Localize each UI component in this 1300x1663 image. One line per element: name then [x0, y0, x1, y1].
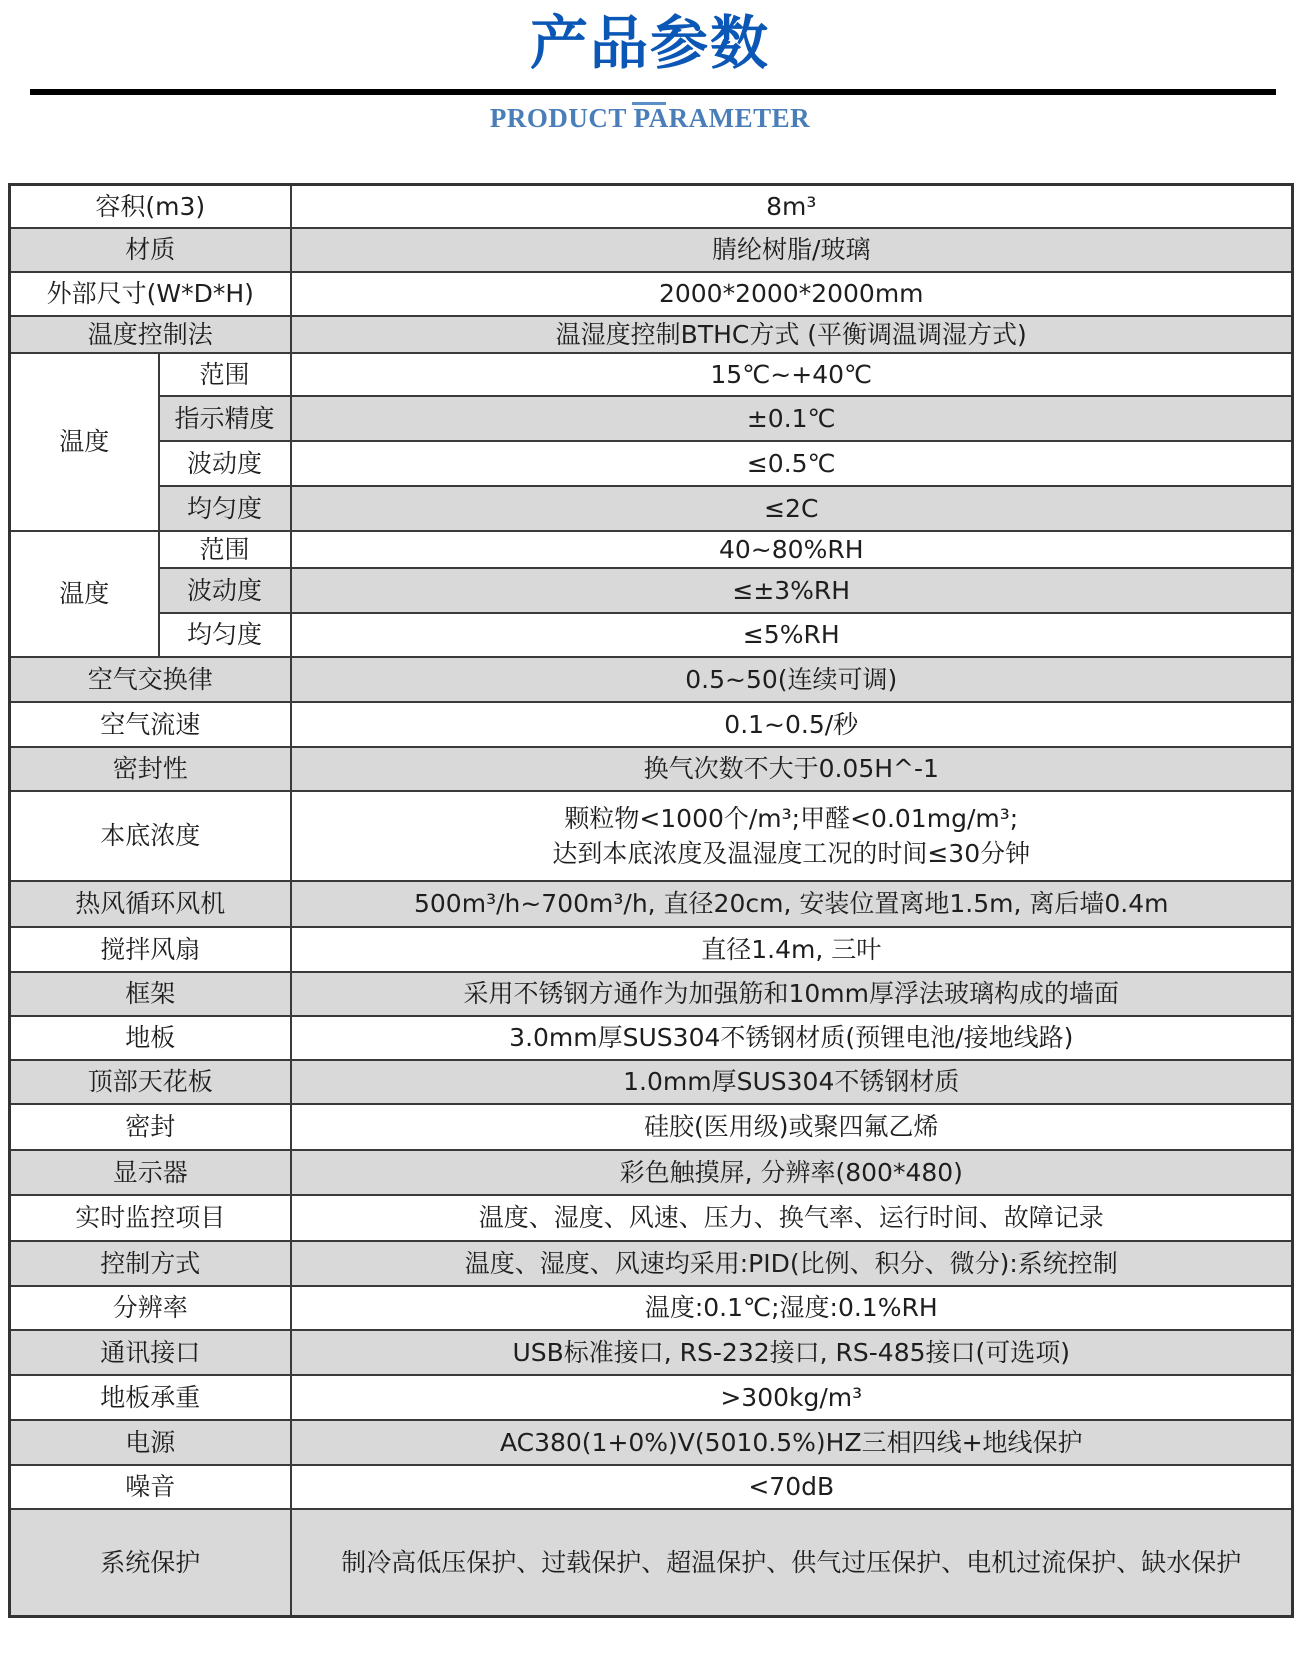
table-row [10, 1060, 1293, 1104]
param-label: 空气交换律 [10, 657, 291, 702]
table-row [10, 568, 1293, 613]
table-row [10, 353, 1293, 396]
group-label-temperature: 温度 [10, 353, 159, 531]
param-label: 材质 [10, 228, 291, 272]
group-label-humidity: 温度 [10, 531, 159, 657]
param-value: 0.5~50(连续可调) [291, 657, 1293, 702]
param-sublabel: 指示精度 [159, 396, 291, 441]
param-value: 8m³ [291, 185, 1293, 228]
param-label: 电源 [10, 1420, 291, 1465]
param-label: 框架 [10, 972, 291, 1016]
param-label: 搅拌风扇 [10, 927, 291, 972]
page-title: 产品参数 [529, 9, 770, 77]
param-value-line: 达到本底浓度及温湿度工况的时间≤30分钟 [552, 838, 1031, 868]
param-value: 3.0mm厚SUS304不锈钢材质(预锂电池/接地线路) [291, 1016, 1293, 1060]
param-value: 制冷高低压保护、过载保护、超温保护、供气过压保护、电机过流保护、缺水保护 [291, 1509, 1293, 1617]
param-label: 容积(m3) [10, 185, 291, 228]
param-label: 密封性 [10, 747, 291, 791]
param-value: 直径1.4m, 三叶 [291, 927, 1293, 972]
param-label: 显示器 [10, 1150, 291, 1195]
param-label: 外部尺寸(W*D*H) [10, 272, 291, 316]
param-value: 温度、湿度、风速、压力、换气率、运行时间、故障记录 [291, 1195, 1293, 1241]
table-row [10, 1016, 1293, 1060]
param-value: 15℃~+40℃ [291, 353, 1293, 396]
param-label: 空气流速 [10, 702, 291, 747]
table-row [10, 531, 1293, 568]
param-value: 采用不锈钢方通作为加强筋和10mm厚浮法玻璃构成的墙面 [291, 972, 1293, 1016]
param-sublabel: 均匀度 [159, 486, 291, 531]
param-value: 温湿度控制BTHC方式 (平衡调温调湿方式) [291, 316, 1293, 353]
title-divider [30, 89, 1276, 95]
param-value: USB标准接口, RS-232接口, RS-485接口(可选项) [291, 1330, 1293, 1375]
param-value: ≤±3%RH [291, 568, 1293, 613]
param-value: <70dB [291, 1465, 1293, 1509]
param-value: 硅胶(医用级)或聚四氟乙烯 [291, 1104, 1293, 1150]
param-label: 分辨率 [10, 1286, 291, 1330]
table-row [10, 927, 1293, 972]
param-value: 温度:0.1℃;湿度:0.1%RH [291, 1286, 1293, 1330]
param-value: 40~80%RH [291, 531, 1293, 568]
param-sublabel: 均匀度 [159, 613, 291, 657]
table-row [10, 613, 1293, 657]
table-row [10, 1241, 1293, 1286]
table-row [10, 228, 1293, 272]
table-row [10, 747, 1293, 791]
param-value: 温度、湿度、风速均采用:PID(比例、积分、微分):系统控制 [291, 1241, 1293, 1286]
product-parameter-table [8, 183, 1294, 1618]
param-value: ±0.1℃ [291, 396, 1293, 441]
param-label: 地板 [10, 1016, 291, 1060]
param-label: 温度控制法 [10, 316, 291, 353]
param-sublabel: 范围 [159, 531, 291, 568]
table-row [10, 1465, 1293, 1509]
param-sublabel: 范围 [159, 353, 291, 396]
param-value-line: 颗粒物<1000个/m³;甲醛<0.01mg/m³; [564, 803, 1019, 833]
table-row [10, 486, 1293, 531]
param-label: 顶部天花板 [10, 1060, 291, 1104]
param-value: >300kg/m³ [291, 1375, 1293, 1420]
table-row [10, 881, 1293, 927]
table-row [10, 316, 1293, 353]
param-value: ≤5%RH [291, 613, 1293, 657]
param-value: 腈纶树脂/玻璃 [291, 228, 1293, 272]
param-value: 1.0mm厚SUS304不锈钢材质 [291, 1060, 1293, 1104]
table-row [10, 972, 1293, 1016]
param-value: AC380(1+0%)V(5010.5%)HZ三相四线+地线保护 [291, 1420, 1293, 1465]
param-sublabel: 波动度 [159, 441, 291, 486]
param-label: 热风循环风机 [10, 881, 291, 927]
param-value [291, 791, 1293, 881]
param-label: 系统保护 [10, 1509, 291, 1617]
param-sublabel: 波动度 [159, 568, 291, 613]
param-value: 0.1~0.5/秒 [291, 702, 1293, 747]
param-value: 2000*2000*2000mm [291, 272, 1293, 316]
param-label: 密封 [10, 1104, 291, 1150]
table-row [10, 1104, 1293, 1150]
table-row [10, 272, 1293, 316]
param-value: 彩色触摸屏, 分辨率(800*480) [291, 1150, 1293, 1195]
table-row [10, 702, 1293, 747]
param-value: ≤0.5℃ [291, 441, 1293, 486]
param-label: 控制方式 [10, 1241, 291, 1286]
param-label: 噪音 [10, 1465, 291, 1509]
table-row [10, 185, 1293, 228]
table-row [10, 1375, 1293, 1420]
table-row [10, 1330, 1293, 1375]
page-subtitle: PRODUCT PARAMETER [489, 103, 811, 133]
table-row [10, 1420, 1293, 1465]
table-row [10, 441, 1293, 486]
param-label: 通讯接口 [10, 1330, 291, 1375]
param-value: 500m³/h~700m³/h, 直径20cm, 安装位置离地1.5m, 离后墙0.4m [291, 881, 1293, 927]
table-row [10, 791, 1293, 881]
param-label: 本底浓度 [10, 791, 291, 881]
table-row [10, 1195, 1293, 1241]
table-row [10, 1286, 1293, 1330]
table-row [10, 1509, 1293, 1617]
table-row [10, 396, 1293, 441]
table-row [10, 657, 1293, 702]
param-label: 实时监控项目 [10, 1195, 291, 1241]
param-value: 换气次数不大于0.05H^-1 [291, 747, 1293, 791]
table-row [10, 1150, 1293, 1195]
param-label: 地板承重 [10, 1375, 291, 1420]
param-value: ≤2C [291, 486, 1293, 531]
